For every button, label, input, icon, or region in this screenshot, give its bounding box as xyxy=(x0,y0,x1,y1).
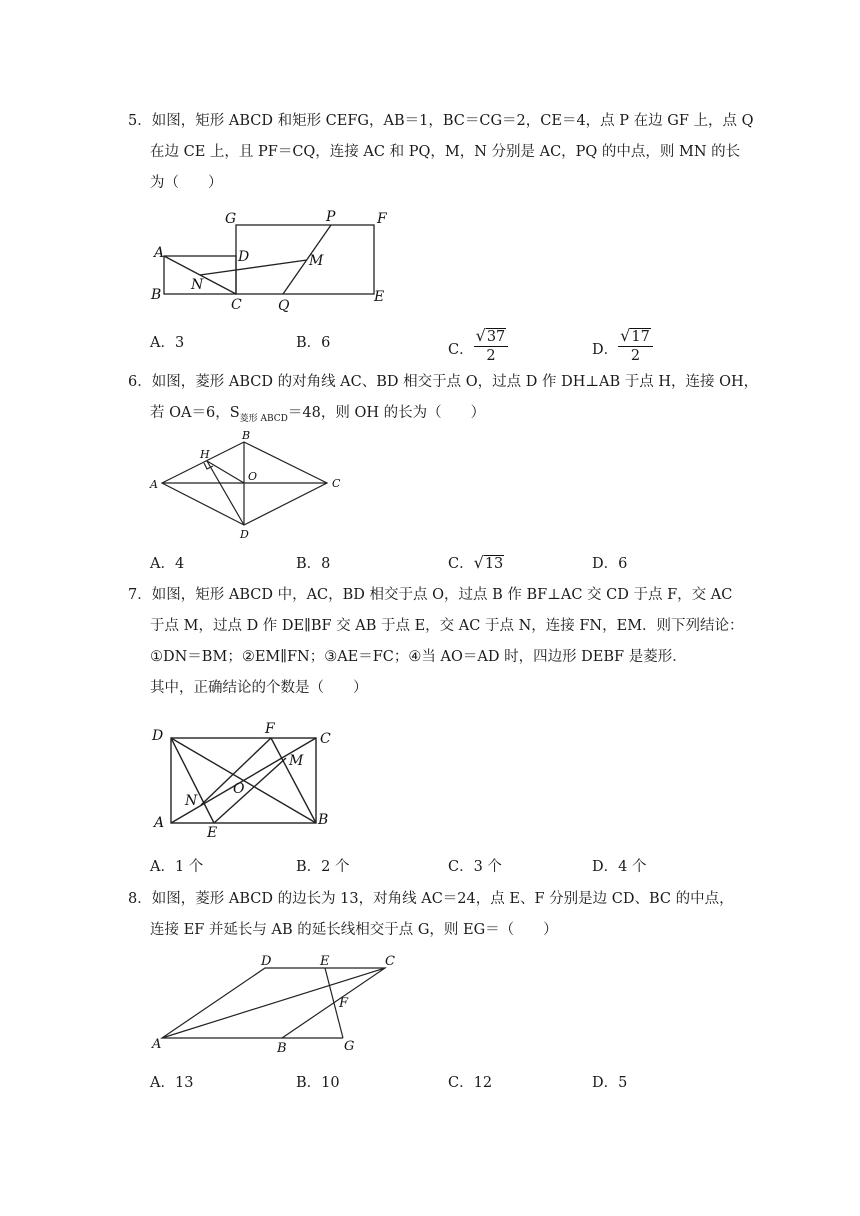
label-b: B xyxy=(151,287,162,303)
q7-options xyxy=(150,855,710,879)
question-7 xyxy=(128,580,744,704)
label-n: N xyxy=(185,793,198,809)
label-a: A xyxy=(154,245,165,261)
q7-line-1: 7．如图，矩形 ABCD 中，AC，BD 相交于点 O，过点 B 作 BF⊥AC 交 CD 于点 F，交 AC xyxy=(128,587,733,603)
label-a: A xyxy=(152,1037,162,1052)
segment-em xyxy=(214,758,286,823)
label-b: B xyxy=(277,1041,287,1056)
q8-option-d[interactable]: D．5 xyxy=(592,1075,628,1091)
label-g: G xyxy=(344,1039,355,1054)
label-p: P xyxy=(326,209,336,225)
label-b: B xyxy=(242,429,251,442)
q7-option-b[interactable]: B．2 个 xyxy=(296,859,350,875)
q8-option-a[interactable]: A．13 xyxy=(150,1075,194,1091)
q8-figure xyxy=(145,950,410,1060)
q6-option-d[interactable]: D．6 xyxy=(592,556,628,572)
question-5 xyxy=(128,106,754,199)
q7-option-c[interactable]: C．3 个 xyxy=(448,859,502,875)
q6-option-b[interactable]: B．8 xyxy=(296,556,331,572)
q8-line-1: 8．如图，菱形 ABCD 的边长为 13，对角线 AC＝24，点 E、F 分别是边 CD、BC 的中点， xyxy=(128,891,734,907)
label-g: G xyxy=(225,211,237,227)
q6-option-c[interactable]: C．√13 xyxy=(448,553,504,572)
label-a: A xyxy=(154,815,165,831)
q7-line-3: ①DN＝BM；②EM∥FN；③AE＝FC；④当 AO＝AD 时，四边形 DEBF 是菱形． xyxy=(150,649,687,665)
q7-option-d[interactable]: D．4 个 xyxy=(592,859,647,875)
q5-line-1: 5．如图，矩形 ABCD 和矩形 CEFG，AB＝1，BC＝CG＝2，CE＝4，点 P 在边 GF 上，点 Q xyxy=(128,113,754,129)
label-o: O xyxy=(248,470,258,483)
question-6 xyxy=(128,367,759,435)
label-c: C xyxy=(332,477,341,490)
label-a: A xyxy=(150,478,158,491)
label-f: F xyxy=(339,996,349,1011)
label-h: H xyxy=(200,448,210,461)
q5-option-d[interactable]: D． $\frac{√17}{2}$ xyxy=(592,331,653,369)
q5-option-a[interactable]: A．3 xyxy=(150,335,185,351)
question-8 xyxy=(128,884,738,946)
label-n: N xyxy=(191,277,204,293)
rect-cefg xyxy=(236,225,374,294)
q6-figure xyxy=(145,428,360,543)
q8-options xyxy=(150,1071,710,1095)
q8-line-2: 连接 EF 并延长与 AB 的延长线相交于点 G，则 EG＝（ ） xyxy=(150,922,558,938)
label-o: O xyxy=(233,781,245,797)
label-c: C xyxy=(385,954,395,969)
q5-figure xyxy=(145,205,405,315)
label-e: E xyxy=(374,289,385,305)
q5-line-3: 为（ ） xyxy=(150,175,223,191)
label-f: F xyxy=(265,721,275,737)
label-d: D xyxy=(240,528,249,541)
label-c: C xyxy=(231,297,242,313)
q5-line-2: 在边 CE 上，且 PF＝CQ，连接 AC 和 PQ，M，N 分别是 AC，PQ 的中点，则 MN 的长 xyxy=(150,144,741,160)
label-c: C xyxy=(320,731,331,747)
q5-options xyxy=(150,326,710,364)
q8-option-b[interactable]: B．10 xyxy=(296,1075,340,1091)
label-b: B xyxy=(318,812,329,828)
label-d: D xyxy=(152,728,164,744)
q5-option-c[interactable]: C． $\frac{√37}{2}$ xyxy=(448,331,508,369)
q6-line-1: 6．如图，菱形 ABCD 的对角线 AC、BD 相交于点 O，过点 D 作 DH⊥AB 于点 H，连接 OH， xyxy=(128,374,759,390)
segment-oh xyxy=(207,461,244,483)
label-e: E xyxy=(207,825,218,841)
label-d: D xyxy=(261,954,272,969)
label-q: Q xyxy=(278,298,290,314)
q7-line-2: 于点 M，过点 D 作 DE∥BF 交 AB 于点 E，交 AC 于点 N，连接 FN，EM．则下列结论： xyxy=(150,618,744,634)
q7-option-a[interactable]: A．1 个 xyxy=(150,859,204,875)
segment-pq xyxy=(283,225,331,294)
q5-option-b[interactable]: B．6 xyxy=(296,335,331,351)
label-f: F xyxy=(377,211,387,227)
segment-mn xyxy=(200,260,307,275)
q6-options xyxy=(150,552,710,576)
q6-option-a[interactable]: A．4 xyxy=(150,556,185,572)
q8-option-c[interactable]: C．12 xyxy=(448,1075,493,1091)
q7-line-4: 其中，正确结论的个数是（ ） xyxy=(150,680,368,696)
diagonal-ac xyxy=(162,968,385,1038)
label-e: E xyxy=(320,954,330,969)
label-m: M xyxy=(289,753,304,769)
label-m: M xyxy=(309,253,324,269)
q7-figure xyxy=(145,718,345,843)
label-d: D xyxy=(238,249,250,265)
q6-line-2: 若 OA＝6，$S_{菱形 ABCD}=48$，则 OH 的长为（ ） xyxy=(150,405,486,424)
